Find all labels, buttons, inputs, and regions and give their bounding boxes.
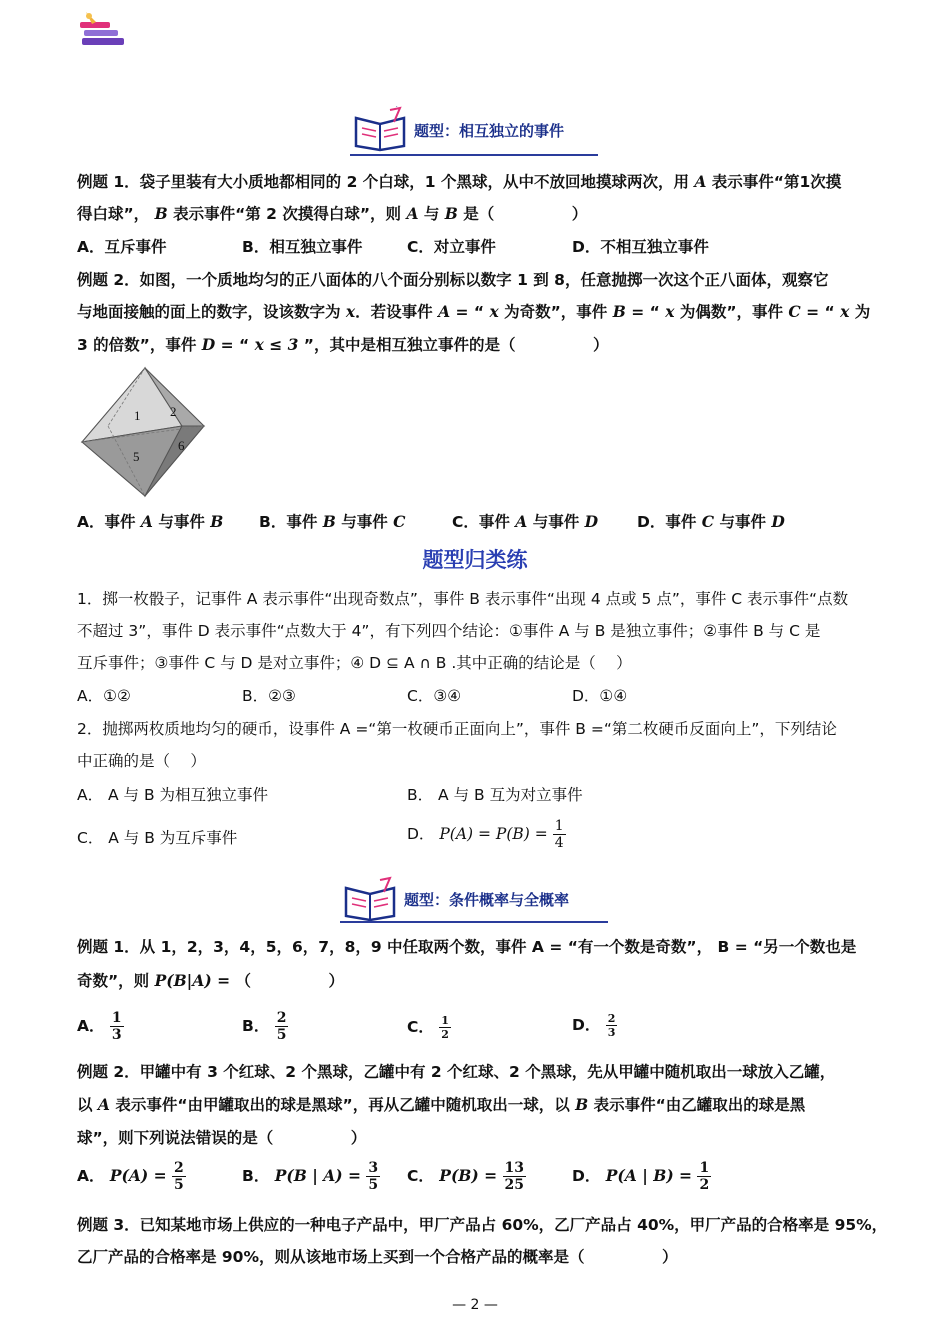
practice-title: 题型归类练 [422,548,528,572]
s2-ex2-option-c: C． P(B) = $\frac{13}{25}$ [407,1160,524,1193]
header-logo-icon [78,8,128,50]
section2-rule [340,921,608,923]
page-number: — 2 — [452,1297,498,1313]
ex2-line2: 与地面接触的面上的数字，设该数字为 x．若设事件 A = “ x 为奇数”，事件 B = “ x 为偶数”，事件 C = “ x 为 [77,302,871,321]
ex1-option-a: A．互斥事件 [77,238,167,256]
open-book-icon [352,106,408,152]
q1-option-d: D．①④ [572,687,628,705]
s2-ex3-line2: 乙厂产品的合格率是 90%，则从该地市场上买到一个合格产品的概率是（ ） [77,1248,678,1266]
s2-ex1-line2: 奇数”，则 P(B|A) = （ ） [77,971,344,990]
ex1-option-c: C．对立事件 [407,238,496,256]
ex1-line1: 例题 1．袋子里装有大小质地都相同的 2 个白球，1 个黑球，从中不放回地摸球两次，用 A 表示事件“第1次摸 [77,172,842,191]
q1-option-c: C．③④ [407,687,462,705]
s2-ex1-option-d: D． $\frac{2}{3}$ [572,1012,616,1039]
s2-ex1-option-c: C． $\frac{1}{2}$ [407,1014,449,1041]
ex1-line2: 得白球”， B 表示事件“第 2 次摸得白球”，则 A 与 B 是（ ） [77,204,588,223]
face-label-1: 1 [134,408,141,423]
q2-option-a: A． A 与 B 为相互独立事件 [77,786,269,804]
section2-title: 题型：条件概率与全概率 [404,891,570,909]
section1-rule [350,154,598,156]
s2-ex1-option-a: A． $\frac{1}{3}$ [77,1010,122,1043]
face-label-5: 5 [133,449,140,464]
s2-ex2-option-d: D． P(A | B) = $\frac{1}{2}$ [572,1160,710,1193]
s2-ex2-line2: 以 A 表示事件“由甲罐取出的球是黑球”，再从乙罐中随机取出一球，以 B 表示事件“由乙罐取出的球是黑 [77,1095,806,1114]
s2-ex2-option-b: B． P(B | A) = $\frac{3}{5}$ [242,1160,379,1193]
open-book-icon-2 [342,876,398,922]
s2-ex3-line1: 例题 3．已知某地市场上供应的一种电子产品中，甲厂产品占 60%，乙厂产品占 40%，甲厂产品的合格率是 95%， [77,1216,888,1234]
s2-ex2-line3: 球”，则下列说法错误的是（ ） [77,1129,367,1147]
q2-option-b: B． A 与 B 互为对立事件 [407,786,583,804]
ex2-option-c: C．事件 A 与事件 D [452,512,599,531]
ex2-option-b: B．事件 B 与事件 C [259,512,406,531]
ex1-option-b: B．相互独立事件 [242,238,363,256]
section1-title: 题型：相互独立的事件 [414,122,565,140]
face-label-2: 2 [170,404,177,419]
ex2-option-d: D．事件 C 与事件 D [637,512,785,531]
q2-line1: 2．抛掷两枚质地均匀的硬币，设事件 A =“第一枚硬币正面向上”，事件 B =“第二枚硬币反面向上”，下列结论 [77,720,837,738]
face-label-6: 6 [178,438,185,453]
ex2-option-a: A．事件 A 与事件 B [77,512,224,531]
q1-option-a: A．①② [77,687,131,705]
q2-option-d: D． P(A) = P(B) = $\frac{1}{4}$ [407,818,564,851]
s2-ex1-option-b: B． $\frac{2}{5}$ [242,1010,287,1043]
q2-option-c: C． A 与 B 为互斥事件 [77,829,238,847]
q1-line3: 互斥事件；③事件 C 与 D 是对立事件；④ D ⊆ A ∩ B .其中正确的结论是（ ） [77,654,632,672]
q2-line2: 中正确的是（ ） [77,752,206,770]
octahedron-figure [78,366,208,498]
s2-ex1-line1: 例题 1．从 1，2，3，4，5，6，7，8，9 中任取两个数，事件 A = “有一个数是奇数”， B = “另一个数也是 [77,938,857,956]
ex2-line3: 3 的倍数”，事件 D = “ x ≤ 3 ”，其中是相互独立事件的是（ ） [77,335,609,354]
s2-ex2-line1: 例题 2．甲罐中有 3 个红球、2 个黑球，乙罐中有 2 个红球、2 个黑球，先从甲罐中随机取出一球放入乙罐， [77,1063,836,1081]
q1-line1: 1．掷一枚骰子，记事件 A 表示事件“出现奇数点”，事件 B 表示事件“出现 4 点或 5 点”，事件 C 表示事件“点数 [77,590,849,608]
s2-ex2-option-a: A． P(A) = $\frac{2}{5}$ [77,1160,184,1193]
ex1-option-d: D．不相互独立事件 [572,238,709,256]
ex2-line1: 例题 2．如图，一个质地均匀的正八面体的八个面分别标以数字 1 到 8，任意抛掷一次这个正八面体，观察它 [77,271,829,289]
q1-line2: 不超过 3”，事件 D 表示事件“点数大于 4”，有下列四个结论：①事件 A 与 B 是独立事件；②事件 B 与 C 是 [77,622,821,640]
q1-option-b: B．②③ [242,687,296,705]
